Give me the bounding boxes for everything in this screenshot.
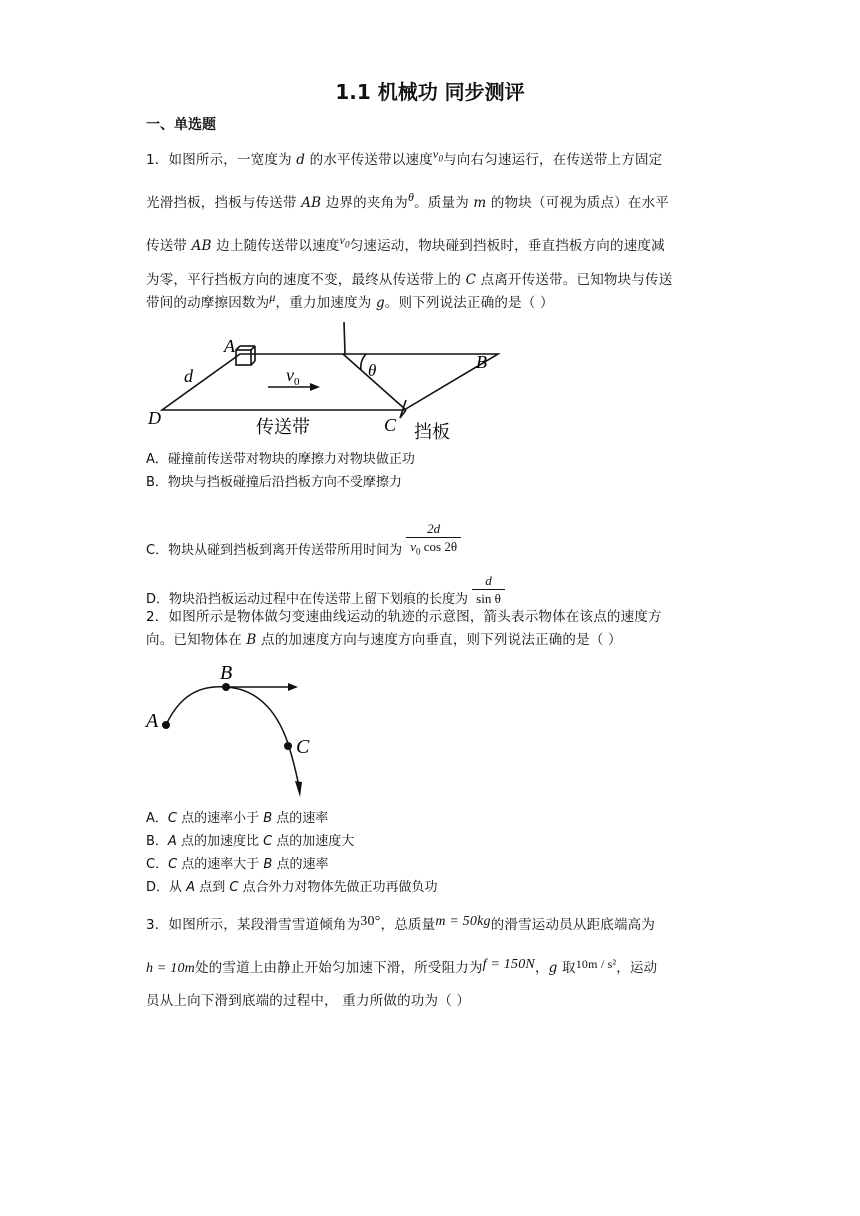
point-C — [284, 742, 292, 750]
q2-option-C: C．C 点的速率大于 B 点的速率 — [146, 857, 329, 872]
theta-arc — [361, 354, 366, 370]
q2-option-D: D．从 A 点到 C 点合外力对物体先做正功再做负功 — [146, 880, 438, 895]
q1-option-C: C．物块从碰到挡板到离开传送带所用时间为 $\frac{2d}{v_0 \cos 2\theta}$ — [146, 530, 461, 571]
q3-line-2: h = 10m处的雪道上由静止开始匀加速下滑，所受阻力为f = 150N，g 取10m / s²，运动 — [146, 957, 658, 976]
q1-line-3: 传送带 AB 边上随传送带以速度$v_0$匀速运动，物块碰到挡板时，垂直挡板方向的速度减 — [146, 233, 665, 254]
label-B: B — [220, 662, 233, 684]
q2-option-A: A．C 点的速率小于 B 点的速率 — [146, 811, 329, 826]
label-D: D — [148, 408, 161, 428]
block — [236, 350, 251, 365]
belt-outline — [162, 354, 498, 410]
q1-option-A: A．碰撞前传送带对物块的摩擦力对物块做正功 — [146, 452, 415, 467]
label-C: C — [384, 415, 397, 435]
label-A: A — [224, 336, 235, 356]
q1-line-5: 带间的动摩擦因数为μ，重力加速度为 g。则下列说法正确的是（ ） — [146, 290, 554, 311]
page-title: 1.1 机械功 同步测评 — [335, 80, 525, 104]
label-d: d — [184, 366, 193, 386]
q3-line-3: 员从上向下滑到底端的过程中， 重力所做的功为（ ） — [146, 993, 471, 1009]
baffle-top — [344, 322, 345, 354]
q2-line-2: 向。已知物体在 B 点的加速度方向与速度方向垂直，则下列说法正确的是（ ） — [146, 632, 622, 648]
label-belt: 传送带 — [256, 417, 310, 438]
fraction-d-sintheta: $\frac{d}{\text{sin θ}}$ — [472, 572, 505, 607]
trajectory-figure — [140, 655, 330, 800]
q1-line-2: 光滑挡板，挡板与传送带 AB 边界的夹角为θ。质量为 m 的物块（可视为质点）在水平 — [146, 190, 669, 211]
point-A — [162, 721, 170, 729]
fraction-2d-v0cos2theta: $\frac{2d}{v_0 \cos 2\theta}$ — [406, 520, 461, 561]
q2-line-1: 2．如图所示是物体做匀变速曲线运动的轨迹的示意图，箭头表示物体在该点的速度方 — [146, 609, 662, 625]
label-baffle: 挡板 — [414, 422, 450, 443]
label-C: C — [296, 736, 310, 758]
q2-option-B: B．A 点的加速度比 C 点的加速度大 — [146, 834, 355, 849]
q3-line-1: 3．如图所示，某段滑雪雪道倾角为30°，总质量m = 50kg的滑雪运动员从距底端高为 — [146, 914, 656, 933]
conveyor-belt-figure — [144, 318, 514, 446]
point-B — [222, 683, 230, 691]
q1-line-4: 为零，平行挡板方向的速度不变，最终从传送带上的 C 点离开传送带。已知物块与传送 — [146, 272, 673, 288]
section-heading: 一、单选题 — [146, 117, 216, 133]
label-theta: θ — [368, 361, 377, 380]
q1-line-1: 1．如图所示，一宽度为 d 的水平传送带以速度$v_0$与向右匀速运行，在传送带上方固定 — [146, 147, 663, 168]
q1-option-B: B．物块与挡板碰撞后沿挡板方向不受摩擦力 — [146, 475, 402, 490]
label-B: B — [476, 352, 487, 372]
label-A: A — [146, 710, 159, 732]
trajectory-curve — [166, 687, 300, 793]
label-v0: $v_0$ — [286, 365, 300, 388]
q1-option-D: D．物块沿挡板运动过程中在传送带上留下划痕的长度为 $\frac{d}{\text{sin θ}}$ — [146, 582, 505, 617]
